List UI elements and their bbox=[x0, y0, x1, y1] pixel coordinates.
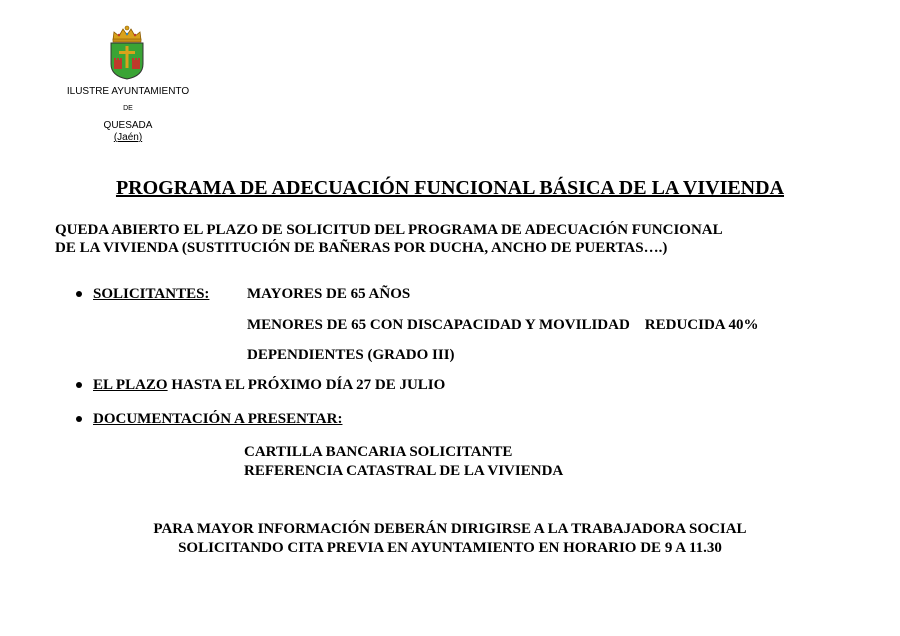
coat-of-arms-icon bbox=[106, 24, 148, 80]
header-line-3: QUESADA bbox=[103, 120, 153, 131]
bullet-solicitantes bbox=[76, 285, 209, 303]
bullet-icon bbox=[76, 291, 82, 297]
documentacion-label: DOCUMENTACIÓN A PRESENTAR: bbox=[93, 411, 343, 427]
solicitantes-label: SOLICITANTES: bbox=[93, 286, 210, 302]
documentacion-item-1: CARTILLA BANCARIA SOLICITANTE bbox=[244, 444, 513, 460]
bullet-documentacion bbox=[76, 410, 342, 428]
intro-line-1: QUEDA ABIERTO EL PLAZO DE SOLICITUD DEL PROGRAMA DE ADECUACIÓN FUNCIONAL bbox=[55, 222, 723, 238]
intro-paragraph bbox=[55, 221, 855, 257]
header-line-2: DE bbox=[123, 105, 133, 112]
bullet-icon bbox=[76, 382, 82, 388]
footer-notice bbox=[0, 520, 900, 558]
intro-line-2: DE LA VIVIENDA (SUSTITUCIÓN DE BAÑERAS POR DUCHA, ANCHO DE PUERTAS….) bbox=[55, 240, 668, 256]
bullet-plazo bbox=[76, 376, 445, 394]
documentacion-item-2: REFERENCIA CATASTRAL DE LA VIVIENDA bbox=[244, 463, 564, 479]
footer-line-2: SOLICITANDO CITA PREVIA EN AYUNTAMIENTO EN HORARIO DE 9 A 11.30 bbox=[178, 540, 722, 556]
bullet-icon bbox=[76, 416, 82, 422]
solicitantes-item-1: MAYORES DE 65 AÑOS bbox=[247, 286, 411, 302]
header-line-1: ILUSTRE AYUNTAMIENTO bbox=[66, 86, 190, 97]
crown-icon bbox=[113, 26, 141, 42]
footer-line-1: PARA MAYOR INFORMACIÓN DEBERÁN DIRIGIRSE A LA TRABAJADORA SOCIAL bbox=[153, 521, 747, 537]
plazo-label: EL PLAZO bbox=[93, 377, 168, 393]
plazo-text: HASTA EL PRÓXIMO DÍA 27 DE JULIO bbox=[167, 377, 446, 393]
shield-icon bbox=[111, 43, 143, 79]
solicitantes-item-2: MENORES DE 65 CON DISCAPACIDAD Y MOVILIDAD REDUCIDA 40% bbox=[247, 317, 759, 333]
page-title: PROGRAMA DE ADECUACIÓN FUNCIONAL BÁSICA DE LA VIVIENDA bbox=[115, 177, 785, 199]
solicitantes-item-3: DEPENDIENTES (GRADO III) bbox=[247, 347, 455, 363]
municipality-header bbox=[58, 85, 198, 144]
header-line-4: (Jaén) bbox=[113, 132, 143, 143]
